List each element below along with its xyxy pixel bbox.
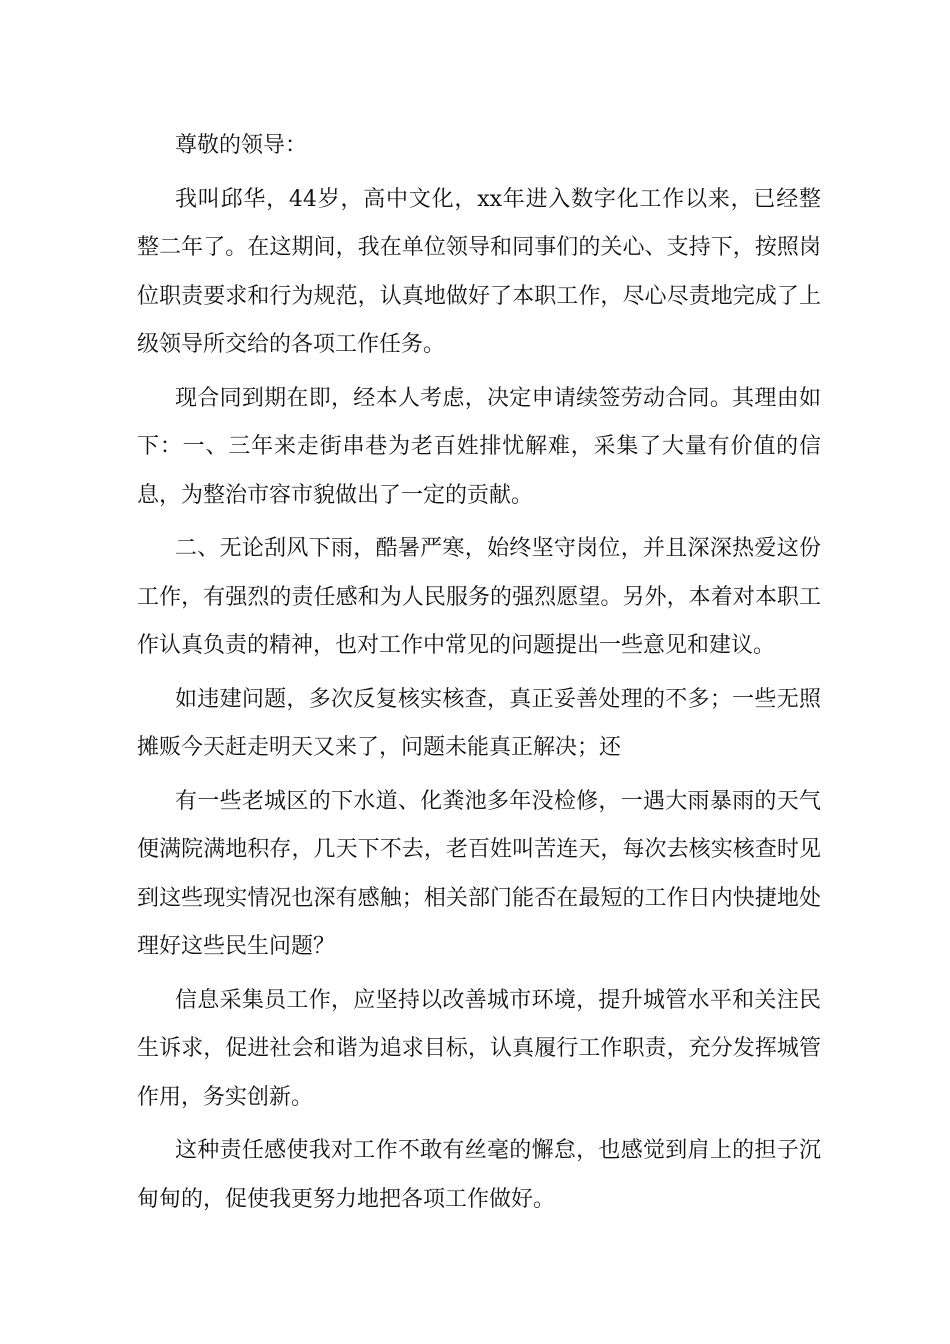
paragraph-responsibility: 这种责任感使我对工作不敢有丝毫的懈怠，也感觉到肩上的担子沉甸甸的，促使我更努力地把各项工作做好。 xyxy=(137,1138,821,1212)
document-body xyxy=(137,122,821,1229)
paragraph-renewal-reason-one: 现合同到期在即，经本人考虑，决定申请续签劳动合同。其理由如下：一、三年来走街串巷为老百姓排忧解难，采集了大量有价值的信息，为整治市容市貌做出了一定的贡献。 xyxy=(137,385,821,508)
paragraph-illegal-construction: 如违建问题，多次反复核实核查，真正妥善处理的不多；一些无照摊贩今天赶走明天又来了，问题未能真正解决；还 xyxy=(137,686,821,760)
paragraph-introduction: 我叫邱华，44岁，高中文化，xx年进入数字化工作以来，已经整整二年了。在这期间，我在单位领导和同事们的关心、支持下，按照岗位职责要求和行为规范，认真地做好了本职工作，尽心尽责地完成了上级领导所交给的各项工作任务。 xyxy=(137,186,821,357)
paragraph-sewer-issues: 有一些老城区的下水道、化粪池多年没检修，一遇大雨暴雨的天气便满院满地积存，几天下不去，老百姓叫苦连天，每次去核实核查时见到这些现实情况也深有感触；相关部门能否在最短的工作日内快捷地处理好这些民生问题？ xyxy=(137,788,821,959)
paragraph-work-goals: 信息采集员工作，应坚持以改善城市环境，提升城管水平和关注民生诉求，促进社会和谐为追求目标，认真履行工作职责，充分发挥城管作用，务实创新。 xyxy=(137,987,821,1110)
salutation: 尊敬的领导： xyxy=(175,133,308,158)
paragraph-renewal-reason-two: 二、无论刮风下雨，酷暑严寒，始终坚守岗位，并且深深热爱这份工作，有强烈的责任感和为人民服务的强烈愿望。另外，本着对本职工作认真负责的精神，也对工作中常见的问题提出一些意见和建议。 xyxy=(137,536,821,658)
